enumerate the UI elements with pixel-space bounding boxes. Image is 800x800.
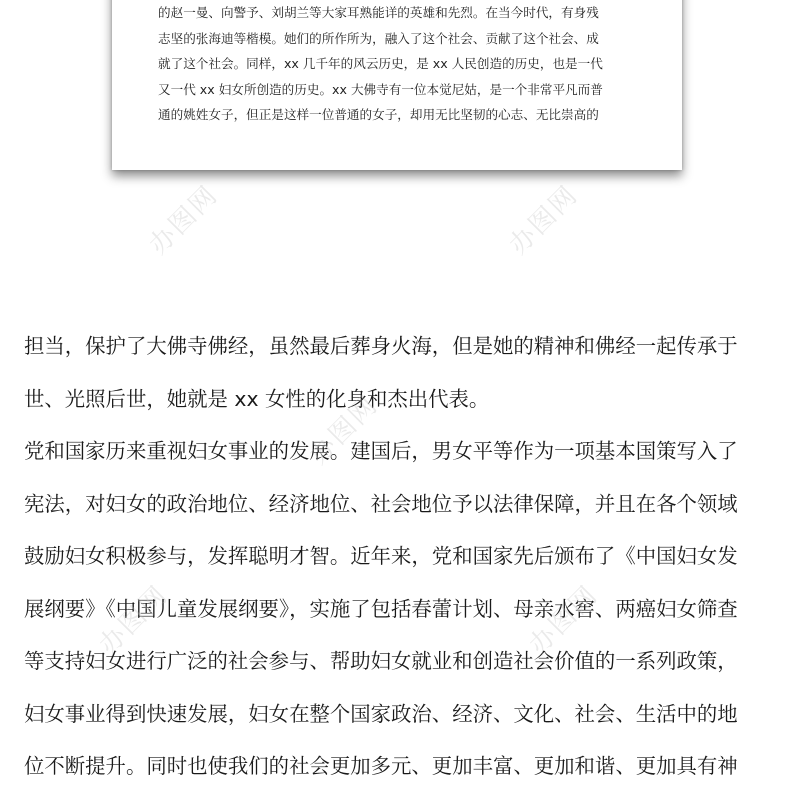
body-line: 担当，保护了大佛寺佛经，虽然最后葬身火海，但是她的精神和佛经一起传承于 [24,334,738,358]
body-line: 宪法，对妇女的政治地位、经济地位、社会地位予以法律保障，并且在各个领域 [24,491,738,516]
watermark: 办图网 [503,179,585,261]
body-line: 党和国家历来重视妇女事业的发展。建国后，男女平等作为一项基本国策写入了 [24,439,738,463]
preview-line: 的赵一曼、向警予、刘胡兰等大家耳熟能详的英雄和先烈。在当今时代，有身残 [158,5,599,20]
watermark: 办图网 [93,579,175,661]
body-line: 展纲要》《中国儿童发展纲要》，实施了包括春蕾计划、母亲水窖、两癌妇女筛查 [24,596,738,621]
body-line: 鼓励妇女积极参与，发挥聪明才智。近年来，党和国家先后颁布了《中国妇女发 [24,544,738,568]
preview-line: 通的姚姓女子，但正是这样一位普通的女子，却用无比坚韧的心志、无比崇高的 [158,107,599,123]
document-preview-card [112,0,682,170]
body-line: 妇女事业得到快速发展，妇女在整个国家政治、经济、文化、社会、生活中的地 [24,701,738,726]
preview-line: 志坚的张海迪等楷模。她们的所作所为，融入了这个社会、贡献了这个社会、成 [158,30,599,46]
watermark: 办图网 [523,579,605,661]
watermark: 办图网 [303,389,385,471]
body-line: 位不断提升。同时也使我们的社会更加多元、更加丰富、更加和谐、更加具有神 [24,754,738,778]
watermark: 办图网 [143,179,225,261]
body-line: 世、光照后世，她就是 xx 女性的化身和杰出代表。 [24,386,490,411]
preview-line: 又一代 xx 妇女所创造的历史。xx 大佛寺有一位本觉尼姑，是一个非常平凡而普 [158,81,603,97]
document-body-text [24,320,784,793]
preview-line: 就了这个社会。同样，xx 几千年的风云历史，是 xx 人民创造的历史，也是一代 [158,56,603,72]
body-line: 等支持妇女进行广泛的社会参与、帮助妇女就业和创造社会价值的一系列政策， [24,649,738,673]
preview-card-text [158,0,646,128]
